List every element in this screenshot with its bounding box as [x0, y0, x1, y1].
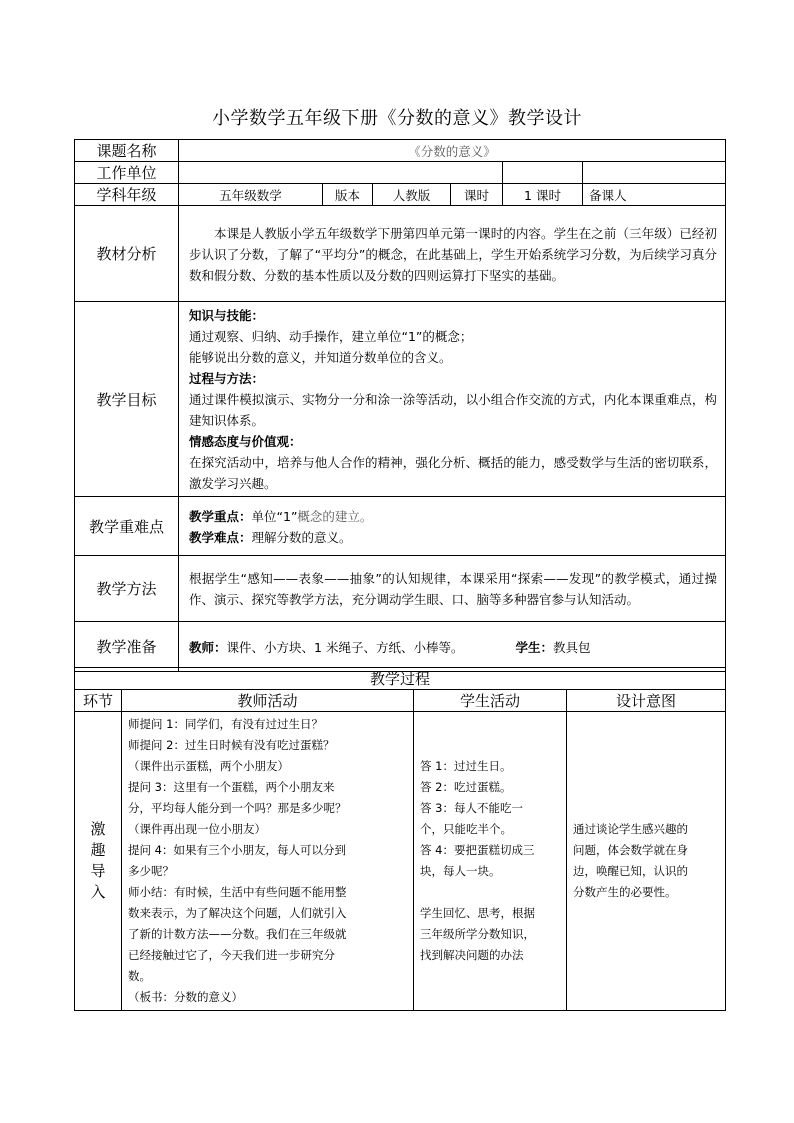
intent-line: 通过谈论学生感兴趣的 [573, 822, 688, 836]
unit-value [179, 162, 503, 184]
preparation-label: 教学准备 [75, 622, 179, 672]
period-label: 课时 [451, 184, 503, 206]
edition-value: 人教版 [373, 184, 451, 206]
objectives-cell [179, 302, 726, 497]
objectives-label: 教学目标 [75, 302, 179, 497]
student-line: 答 1：过过生日。 [420, 759, 512, 773]
stage-char: 激 [90, 820, 106, 838]
header-intent: 设计意图 [567, 690, 726, 712]
student-line: 学生回忆、思考，根据 [420, 906, 535, 920]
stage-cell [75, 712, 122, 1011]
document-title: 小学数学五年级下册《分数的意义》教学设计 [212, 108, 582, 129]
analysis-text: 本课是人教版小学五年级数学下册第四单元第一课时的内容。学生在之前（三年级）已经初步认识了分数，了解了“平均分”的概念，在此基础上，学生开始系统学习分数，为后续学习真分数和假分数、分数的基本性质以及分数的四则运算打下坚实的基础。 [189, 225, 718, 283]
preparation-cell [179, 622, 726, 672]
topic-value: 《分数的意义》 [179, 140, 726, 162]
unit-blank-2 [583, 162, 726, 184]
student-line: 块，每人一块。 [420, 864, 501, 878]
teacher-line: 多少呢？ [128, 864, 174, 878]
student-line: 个，只能吃半个。 [420, 822, 512, 836]
teacher-line: 了新的计数方法——分数。我们在三年级就 [128, 927, 347, 941]
teacher-prep-value: 课件、小方块、1 米绳子、方纸、小棒等。 [226, 639, 464, 655]
key-tail: 概念的建立。 [297, 508, 373, 524]
header-student: 学生活动 [414, 690, 567, 712]
objective-line: 通过课件模拟演示、实物分一分和涂一涂等活动，以小组合作交流的方式，内化本课重难点，构建知识体系。 [189, 392, 718, 428]
unit-blank-1 [503, 162, 583, 184]
preparer-label: 备课人 [589, 187, 627, 203]
objective-line: 在探究活动中，培养与他人合作的精神，强化分析、概括的能力，感受数学与生活的密切联系，激发学习兴趣。 [189, 455, 718, 491]
student-prep-label: 学生： [515, 639, 553, 655]
key-value: 单位“1” [251, 508, 298, 524]
difficulty-value: 理解分数的意义。 [251, 529, 352, 545]
intent-line: 问题，体会数学就在身 [573, 843, 688, 857]
teacher-line: 提问 4：如果有三个小朋友，每人可以分到 [128, 843, 346, 857]
student-line: 答 2：吃过蛋糕。 [420, 780, 512, 794]
lesson-info-table [74, 139, 726, 672]
keypoints-cell [179, 497, 726, 556]
teaching-process-table [74, 667, 726, 1011]
objective-line: 能够说出分数的意义，并知道分数单位的含义。 [189, 350, 452, 365]
teacher-line: 师提问 2：过生日时候有没有吃过蛋糕？ [128, 738, 335, 752]
preparer-cell [583, 184, 726, 206]
grade-value: 五年级数学 [179, 184, 323, 206]
teacher-line: 已经接触过它了，今天我们进一步研究分 [128, 948, 335, 962]
topic-label: 课题名称 [75, 140, 179, 162]
analysis-label: 教材分析 [75, 206, 179, 302]
student-line: 答 4：要把蛋糕切成三 [420, 843, 535, 857]
objective-heading-attitude: 情感态度与价值观： [189, 434, 302, 449]
unit-label: 工作单位 [75, 162, 179, 184]
process-title: 教学过程 [75, 668, 726, 690]
teacher-line: （板书：分数的意义） [128, 990, 243, 1004]
teacher-line: 师提问 1：同学们，有没有过过生日？ [128, 717, 323, 731]
teacher-line: 提问 3：这里有一个蛋糕，两个小朋友来 [128, 780, 335, 794]
intent-line: 分数产生的必要性。 [573, 885, 677, 899]
design-intent-cell [567, 712, 726, 1011]
intent-line: 边，唤醒已知，认识的 [573, 864, 688, 878]
teacher-line: 数来表示，为了解决这个问题，人们就引入 [128, 906, 347, 920]
key-label: 教学重点： [189, 508, 252, 524]
objective-heading-process: 过程与方法： [189, 371, 265, 386]
teacher-activity-cell [122, 712, 414, 1011]
keypoints-label: 教学重难点 [75, 497, 179, 556]
teacher-line: （课件再出现一位小朋友） [128, 822, 266, 836]
student-prep-value: 教具包 [552, 639, 591, 655]
header-stage: 环节 [75, 690, 122, 712]
teacher-line: 数。 [128, 969, 151, 983]
objective-line: 通过观察、归纳、动手操作，建立单位“1”的概念； [189, 329, 473, 344]
methods-label: 教学方法 [75, 556, 179, 622]
student-line: 找到解决问题的办法 [420, 948, 524, 962]
teacher-line: 师小结：有时候，生活中有些问题不能用整 [128, 885, 347, 899]
student-activity-cell [414, 712, 567, 1011]
stage-char: 入 [90, 883, 106, 901]
header-teacher: 教师活动 [122, 690, 414, 712]
methods-cell [179, 556, 726, 622]
difficulty-label: 教学难点： [189, 529, 252, 545]
edition-label: 版本 [323, 184, 373, 206]
student-line-spacer [420, 882, 560, 903]
student-line: 三年级所学分数知识， [420, 927, 535, 941]
teacher-line: （课件出示蛋糕，两个小朋友） [128, 759, 289, 773]
grade-label: 学科年级 [75, 184, 179, 206]
methods-text: 根据学生“感知——表象——抽象”的认知规律，本课采用“探索——发现”的教学模式，通过操作、演示、探究等教学方法，充分调动学生眼、口、脑等多种器官参与认知活动。 [189, 571, 718, 607]
teacher-prep-label: 教师： [189, 639, 227, 655]
stage-char: 导 [90, 862, 106, 880]
objective-heading-knowledge: 知识与技能： [189, 308, 265, 323]
student-line: 答 3：每人不能吃一 [420, 801, 523, 815]
analysis-cell [179, 206, 726, 302]
teacher-line: 分，平均每人能分到一个吗？那是多少呢？ [128, 801, 347, 815]
stage-char: 趣 [90, 841, 106, 859]
period-value: 1 课时 [503, 184, 583, 206]
